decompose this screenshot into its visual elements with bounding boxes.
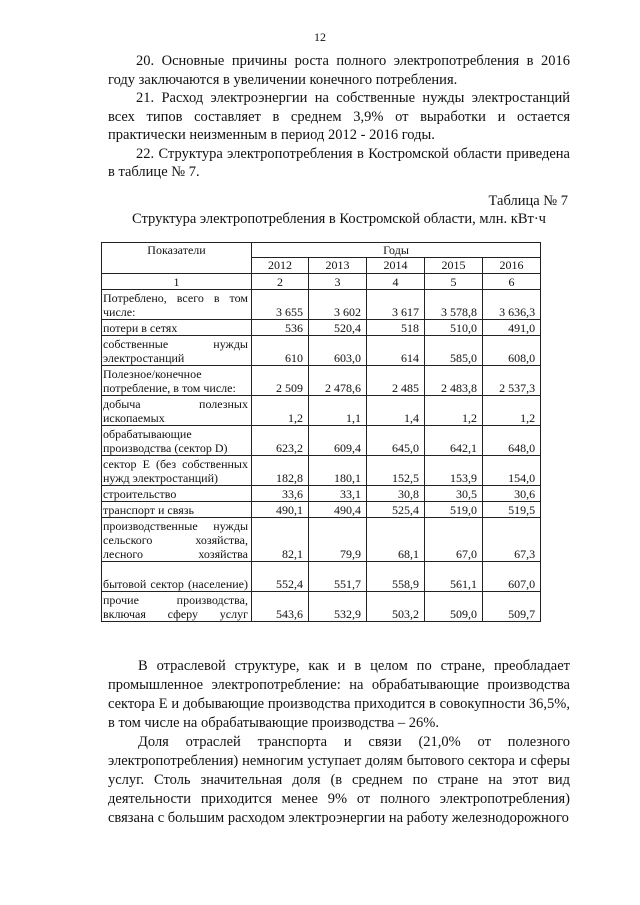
value-cell: 180,1 [309,456,367,486]
value-cell: 2 485 [367,366,425,396]
column-number: 3 [309,274,367,290]
column-number: 2 [252,274,309,290]
value-cell: 490,1 [252,502,309,518]
table-row [102,396,541,426]
value-cell: 79,9 [309,518,367,562]
value-cell: 1,2 [483,396,541,426]
value-cell: 519,5 [483,502,541,518]
row-label: транспорт и связь [102,502,252,518]
value-cell: 3 636,3 [483,290,541,320]
row-label: строительство [102,486,252,502]
value-cell: 1,1 [309,396,367,426]
table-row [102,426,541,456]
paragraph-transport-share: Доля отраслей транспорта и связи (21,0% от полезного электропотребления) немногим уступает долям бытового сектора и сферы услуг. Столь значительная доля (в среднем по стране на этот вид деятельности приходится менее 9% от полного электропотребления) связана с большим расходом электроэнергии на работу железнодорожного [108,734,570,826]
table-row [102,456,541,486]
year-cell: 2015 [425,258,483,274]
column-number: 6 [483,274,541,290]
column-number: 1 [102,274,252,290]
value-cell: 551,7 [309,562,367,592]
value-cell: 648,0 [483,426,541,456]
value-cell: 585,0 [425,336,483,366]
row-label: добыча полезных ископаемых [102,396,252,426]
value-cell: 33,6 [252,486,309,502]
paragraph-industry-share: В отраслевой структуре, как и в целом по стране, преобладает промышленное электропотребление: на обрабатывающие производства сектора Е и добывающие производства приходится в совокупности 36,5%, в том числе на обрабатывающие производства – 26%. [108,658,570,731]
closing-text [108,657,570,828]
table-caption: Таблица № 7 [488,193,568,209]
paragraph-22: 22. Структура электропотребления в Костромской области приведена в таблице № 7. [108,145,570,180]
row-label: собственные нужды электростанций [102,336,252,366]
year-cell: 2014 [367,258,425,274]
row-label: прочие производства, включая сферу услуг [102,592,252,622]
value-cell: 3 578,8 [425,290,483,320]
value-cell: 1,4 [367,396,425,426]
value-cell: 607,0 [483,562,541,592]
value-cell: 82,1 [252,518,309,562]
value-cell: 510,0 [425,320,483,336]
year-cell: 2012 [252,258,309,274]
table-row [102,562,541,592]
row-label: сектор Е (без собственных нужд электростанций) [102,456,252,486]
value-cell: 1,2 [425,396,483,426]
row-label: производственные нужды сельского хозяйства, лесного хозяйства [102,518,252,562]
table-row [102,336,541,366]
value-cell: 2 483,8 [425,366,483,396]
column-number: 4 [367,274,425,290]
value-cell: 623,2 [252,426,309,456]
value-cell: 519,0 [425,502,483,518]
value-cell: 3 602 [309,290,367,320]
value-cell: 642,1 [425,426,483,456]
value-cell: 3 655 [252,290,309,320]
value-cell: 536 [252,320,309,336]
value-cell: 2 509 [252,366,309,396]
value-cell: 609,4 [309,426,367,456]
row-label: Полезное/конечное потребление, в том числе: [102,366,252,396]
value-cell: 30,6 [483,486,541,502]
value-cell: 558,9 [367,562,425,592]
value-cell: 610 [252,336,309,366]
value-cell: 525,4 [367,502,425,518]
value-cell: 1,2 [252,396,309,426]
header-row [102,243,541,258]
page-number: 12 [314,30,326,44]
row-label: потери в сетях [102,320,252,336]
paragraph-21: 21. Расход электроэнергии на собственные нужды электростанций всех типов составляет в среднем 3,9% от выработки и остается практически неизменным в период 2012 - 2016 годы. [108,90,570,143]
value-cell: 509,7 [483,592,541,622]
value-cell: 2 478,6 [309,366,367,396]
column-number-row [102,274,541,290]
value-cell: 67,0 [425,518,483,562]
value-cell: 30,5 [425,486,483,502]
table-row [102,502,541,518]
value-cell: 520,4 [309,320,367,336]
value-cell: 68,1 [367,518,425,562]
value-cell: 3 617 [367,290,425,320]
value-cell: 153,9 [425,456,483,486]
value-cell: 491,0 [483,320,541,336]
table-row [102,518,541,562]
value-cell: 543,6 [252,592,309,622]
value-cell: 182,8 [252,456,309,486]
header-indicator: Показатели [102,243,252,274]
year-cell: 2016 [483,258,541,274]
value-cell: 154,0 [483,456,541,486]
value-cell: 608,0 [483,336,541,366]
value-cell: 33,1 [309,486,367,502]
table-row [102,592,541,622]
value-cell: 67,3 [483,518,541,562]
value-cell: 532,9 [309,592,367,622]
value-cell: 518 [367,320,425,336]
year-cell: 2013 [309,258,367,274]
value-cell: 552,4 [252,562,309,592]
table-title: Структура электропотребления в Костромской области, млн. кВт·ч [132,211,546,227]
consumption-structure-table [101,242,541,622]
header-years: Годы [252,243,541,258]
value-cell: 152,5 [367,456,425,486]
table-row [102,290,541,320]
value-cell: 2 537,3 [483,366,541,396]
value-cell: 503,2 [367,592,425,622]
value-cell: 30,8 [367,486,425,502]
row-label: обрабатывающие производства (сектор D) [102,426,252,456]
table-row [102,366,541,396]
value-cell: 509,0 [425,592,483,622]
value-cell: 603,0 [309,336,367,366]
table-row [102,486,541,502]
row-label: Потреблено, всего в том числе: [102,290,252,320]
paragraph-20: 20. Основные причины роста полного электропотребления в 2016 году заключаются в увеличении конечного потребления. [108,53,570,88]
value-cell: 561,1 [425,562,483,592]
intro-text [108,52,570,182]
table-row [102,320,541,336]
value-cell: 645,0 [367,426,425,456]
column-number: 5 [425,274,483,290]
row-label: бытовой сектор (население) [102,562,252,592]
value-cell: 490,4 [309,502,367,518]
value-cell: 614 [367,336,425,366]
